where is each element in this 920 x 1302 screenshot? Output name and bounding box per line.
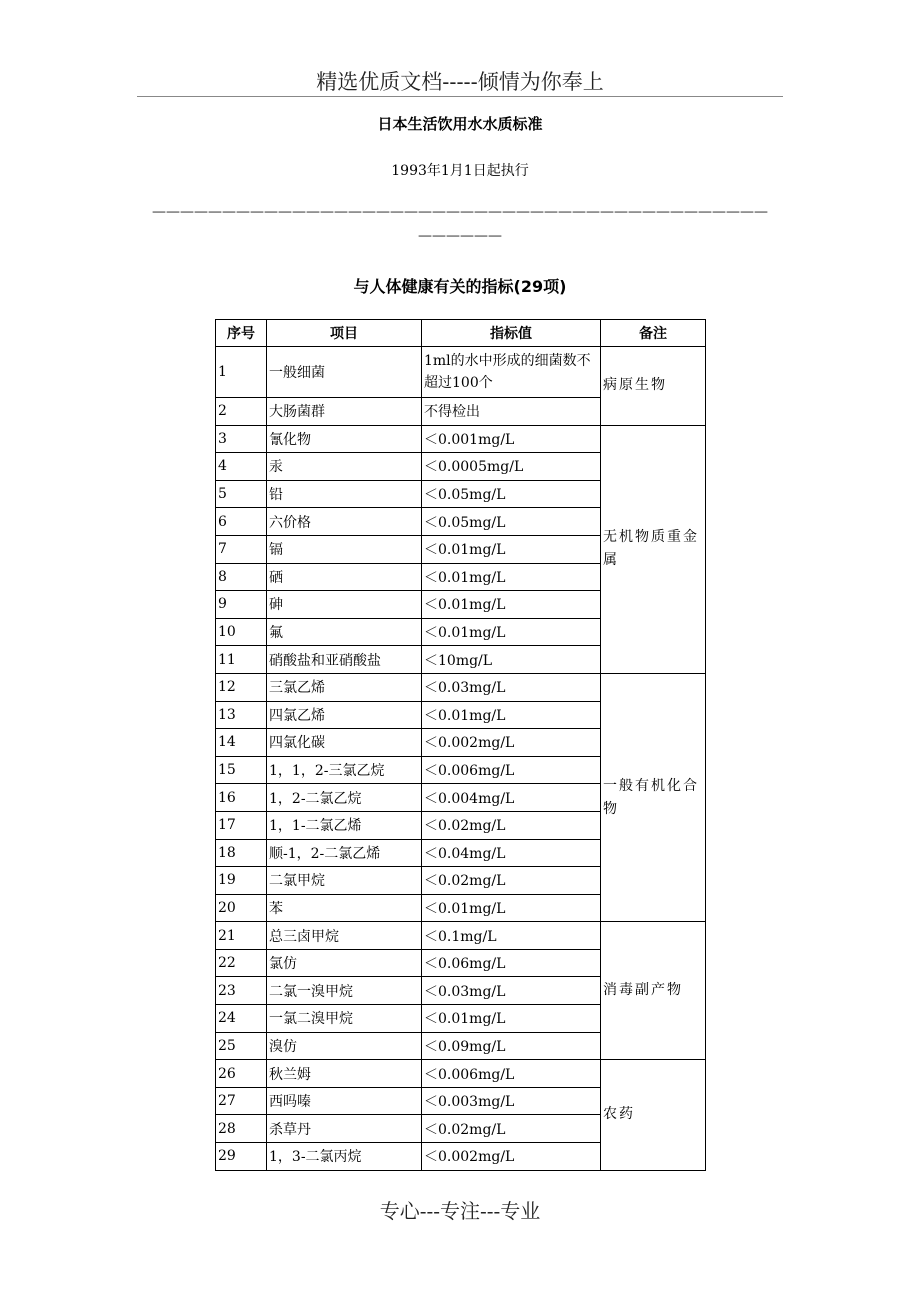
row-value: ＜0.05mg/L: [422, 480, 601, 508]
row-number: 3: [216, 425, 267, 453]
row-item: 1，1-二氯乙烯: [267, 811, 422, 839]
row-item: 氟: [267, 618, 422, 646]
row-item: 二氯一溴甲烷: [267, 977, 422, 1005]
row-item: 六价格: [267, 508, 422, 536]
table-row: [216, 347, 706, 398]
row-value: ＜0.03mg/L: [422, 673, 601, 701]
row-number: 13: [216, 701, 267, 729]
row-note-group: 无机物质重金属: [601, 425, 706, 673]
row-item: 砷: [267, 591, 422, 619]
row-value: ＜0.02mg/L: [422, 811, 601, 839]
row-number: 21: [216, 922, 267, 950]
header-cell-item: 项目: [267, 320, 422, 347]
row-item: 一般细菌: [267, 347, 422, 398]
table-header-row: [216, 320, 706, 347]
table-row: [216, 425, 706, 453]
row-number: 12: [216, 673, 267, 701]
row-value: ＜0.09mg/L: [422, 1032, 601, 1060]
row-item: 顺-1，2-二氯乙烯: [267, 839, 422, 867]
row-number: 1: [216, 347, 267, 398]
row-value: ＜0.01mg/L: [422, 535, 601, 563]
row-number: 4: [216, 453, 267, 481]
row-value: ＜0.01mg/L: [422, 701, 601, 729]
row-number: 24: [216, 1005, 267, 1033]
row-number: 17: [216, 811, 267, 839]
row-note-group: 消毒副产物: [601, 922, 706, 1060]
row-value: ＜0.002mg/L: [422, 729, 601, 757]
row-value: ＜0.02mg/L: [422, 867, 601, 895]
row-item: 三氯乙烯: [267, 673, 422, 701]
row-item: 总三卤甲烷: [267, 922, 422, 950]
row-number: 22: [216, 949, 267, 977]
row-number: 29: [216, 1143, 267, 1171]
row-item: 氰化物: [267, 425, 422, 453]
row-value: ＜0.1mg/L: [422, 922, 601, 950]
row-number: 7: [216, 535, 267, 563]
row-value: ＜0.01mg/L: [422, 1005, 601, 1033]
row-value: ＜0.02mg/L: [422, 1115, 601, 1143]
header-cell-value: 指标值: [422, 320, 601, 347]
row-number: 16: [216, 784, 267, 812]
header-cell-note: 备注: [601, 320, 706, 347]
document-title: 日本生活饮用水水质标准: [377, 115, 543, 133]
row-number: 23: [216, 977, 267, 1005]
row-note-group: 病原生物: [601, 347, 706, 426]
row-item: 四氯化碳: [267, 729, 422, 757]
section-heading: 与人体健康有关的指标(29项): [353, 277, 567, 296]
row-number: 9: [216, 591, 267, 619]
row-value: ＜0.006mg/L: [422, 756, 601, 784]
effective-date: 1993年1月1日起执行: [391, 163, 529, 179]
row-number: 18: [216, 839, 267, 867]
row-number: 20: [216, 894, 267, 922]
row-number: 27: [216, 1087, 267, 1115]
row-value: ＜0.0005mg/L: [422, 453, 601, 481]
row-item: 1，2-二氯乙烷: [267, 784, 422, 812]
table-row: [216, 1060, 706, 1088]
row-item: 硒: [267, 563, 422, 591]
row-value: 不得检出: [422, 398, 601, 426]
header-cell-no: 序号: [216, 320, 267, 347]
row-note-group: 一般有机化合物: [601, 673, 706, 921]
dash-separator-line-1: ————————————————————————————————————————————: [152, 204, 768, 220]
row-item: 1，3-二氯丙烷: [267, 1143, 422, 1171]
row-value: ＜0.002mg/L: [422, 1143, 601, 1171]
row-item: 西吗嗪: [267, 1087, 422, 1115]
row-value: ＜0.04mg/L: [422, 839, 601, 867]
row-number: 28: [216, 1115, 267, 1143]
row-item: 铅: [267, 480, 422, 508]
row-number: 2: [216, 398, 267, 426]
row-number: 6: [216, 508, 267, 536]
row-value: ＜0.004mg/L: [422, 784, 601, 812]
row-number: 8: [216, 563, 267, 591]
row-value: ＜0.01mg/L: [422, 894, 601, 922]
row-value: 1ml的水中形成的细菌数不超过100个: [422, 347, 601, 398]
row-item: 二氯甲烷: [267, 867, 422, 895]
row-value: ＜0.003mg/L: [422, 1087, 601, 1115]
row-number: 11: [216, 646, 267, 674]
row-note-group: 农药: [601, 1060, 706, 1170]
row-item: 镉: [267, 535, 422, 563]
page-footer: 专心---专注---专业: [379, 1199, 541, 1223]
row-value: ＜10mg/L: [422, 646, 601, 674]
table-row: [216, 922, 706, 950]
row-number: 15: [216, 756, 267, 784]
table-row: [216, 673, 706, 701]
row-item: 溴仿: [267, 1032, 422, 1060]
row-value: ＜0.01mg/L: [422, 591, 601, 619]
row-item: 苯: [267, 894, 422, 922]
row-number: 26: [216, 1060, 267, 1088]
row-number: 5: [216, 480, 267, 508]
row-item: 1，1，2-三氯乙烷: [267, 756, 422, 784]
row-value: ＜0.01mg/L: [422, 618, 601, 646]
row-value: ＜0.05mg/L: [422, 508, 601, 536]
row-value: ＜0.01mg/L: [422, 563, 601, 591]
row-value: ＜0.001mg/L: [422, 425, 601, 453]
row-item: 汞: [267, 453, 422, 481]
row-item: 硝酸盐和亚硝酸盐: [267, 646, 422, 674]
row-item: 杀草丹: [267, 1115, 422, 1143]
row-item: 氯仿: [267, 949, 422, 977]
row-item: 一氯二溴甲烷: [267, 1005, 422, 1033]
page-header: 精选优质文档-----倾情为你奉上: [316, 70, 604, 94]
row-number: 10: [216, 618, 267, 646]
row-number: 14: [216, 729, 267, 757]
row-value: ＜0.006mg/L: [422, 1060, 601, 1088]
water-quality-table: [215, 319, 706, 1171]
row-number: 25: [216, 1032, 267, 1060]
row-value: ＜0.06mg/L: [422, 949, 601, 977]
dash-separator-line-2: ——————: [418, 228, 502, 244]
row-item: 四氯乙烯: [267, 701, 422, 729]
row-number: 19: [216, 867, 267, 895]
row-item: 秋兰姆: [267, 1060, 422, 1088]
row-item: 大肠菌群: [267, 398, 422, 426]
row-value: ＜0.03mg/L: [422, 977, 601, 1005]
header-divider: [137, 96, 783, 97]
